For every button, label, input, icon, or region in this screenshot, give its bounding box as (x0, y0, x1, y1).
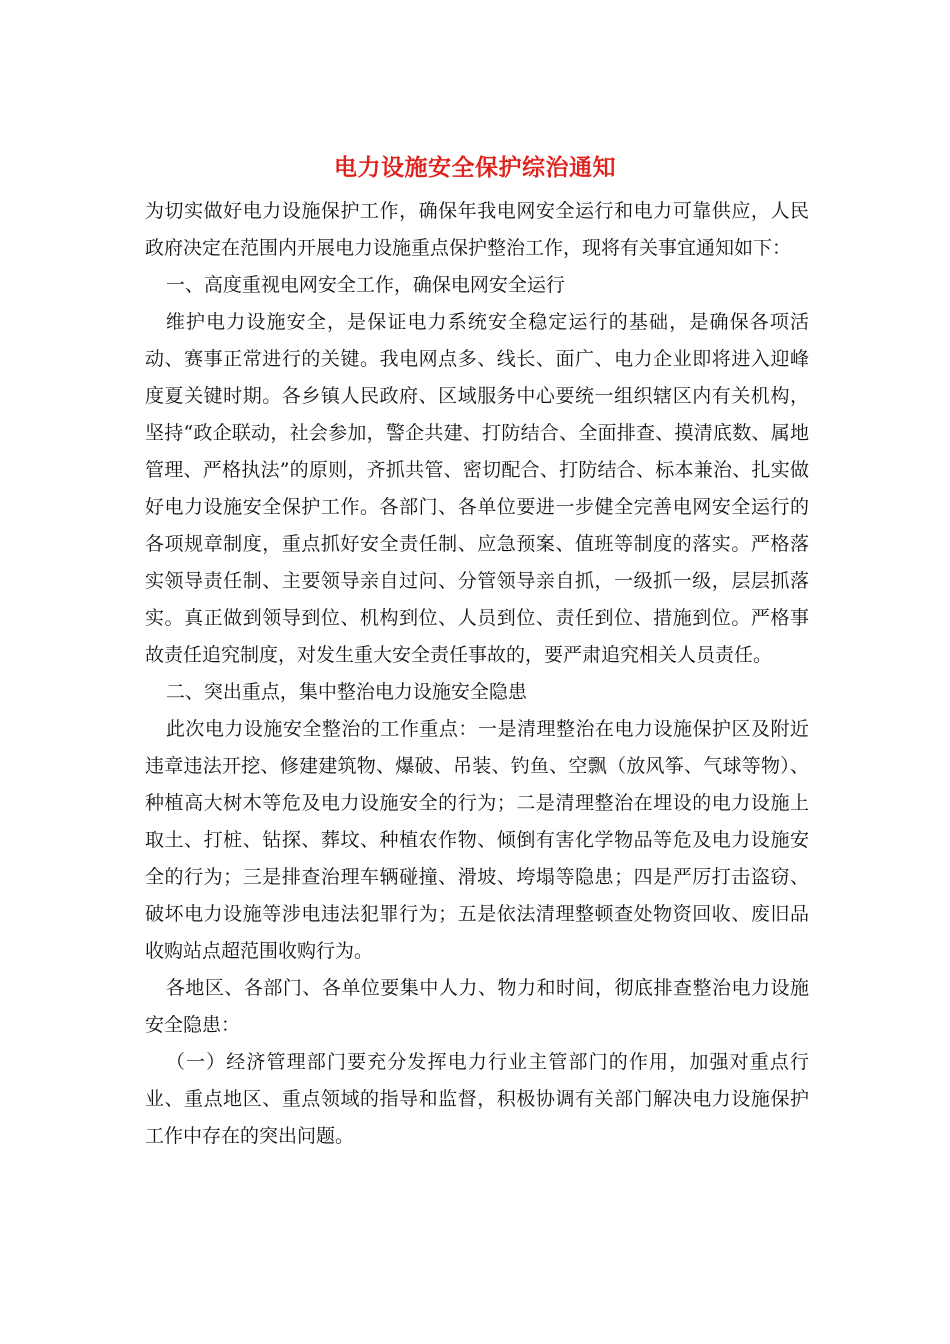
intro-paragraph: 为切实做好电力设施保护工作，确保年我电网安全运行和电力可靠供应，人民政府决定在范围内开展电力设施重点保护整治工作，现将有关事宜通知如下： (145, 200, 809, 259)
section-heading-1: 一、高度重视电网安全工作，确保电网安全运行 (165, 274, 565, 296)
section-2-paragraph-2: 各地区、各部门、各单位要集中人力、物力和时间，彻底排查整治电力设施安全隐患： (145, 977, 809, 1036)
section-heading-2: 二、突出重点，集中整治电力设施安全隐患 (165, 681, 527, 703)
section-2-paragraph: 此次电力设施安全整治的工作重点：一是清理整治在电力设施保护区及附近违章违法开挖、修建建筑物、爆破、吊装、钓鱼、空飘（放风筝、气球等物）、种植高大树木等危及电力设施安全的行为；二是清理整治在埋设的电力设施上取土、打桩、钻探、葬坟、种植农作物、倾倒有害化学物品等危及电力设施安全的行为；三是排查治理车辆碰撞、滑坡、垮塌等隐患；四是严厉打击盗窃、破坏电力设施等涉电违法犯罪行为；五是依法清理整顿查处物资回收、废旧品收购站点超范围收购行为。 (145, 718, 809, 962)
section-1-paragraph: 维护电力设施安全，是保证电力系统安全稳定运行的基础，是确保各项活动、赛事正常进行的关键。我电网点多、线长、面广、电力企业即将进入迎峰度夏关键时期。各乡镇人民政府、区域服务中心要统一组织辖区内有关机构，坚持“政企联动，社会参加，警企共建、打防结合、全面排查、摸清底数、属地管理、严格执法”的原则，齐抓共管、密切配合、打防结合、标本兼治、扎实做好电力设施安全保护工作。各部门、各单位要进一步健全完善电网安全运行的各项规章制度，重点抓好安全责任制、应急预案、值班等制度的落实。严格落实领导责任制、主要领导亲自过问、分管领导亲自抓，一级抓一级，层层抓落实。真正做到领导到位、机构到位、人员到位、责任到位、措施到位。严格事故责任追究制度，对发生重大安全责任事故的，要严肃追究相关人员责任。 (145, 311, 809, 666)
document-body (145, 193, 809, 1155)
item-1-paragraph: （一）经济管理部门要充分发挥电力行业主管部门的作用，加强对重点行业、重点地区、重点领域的指导和监督，积极协调有关部门解决电力设施保护工作中存在的突出问题。 (145, 1051, 809, 1147)
document-title: 电力设施安全保护综治通知 (334, 154, 616, 181)
